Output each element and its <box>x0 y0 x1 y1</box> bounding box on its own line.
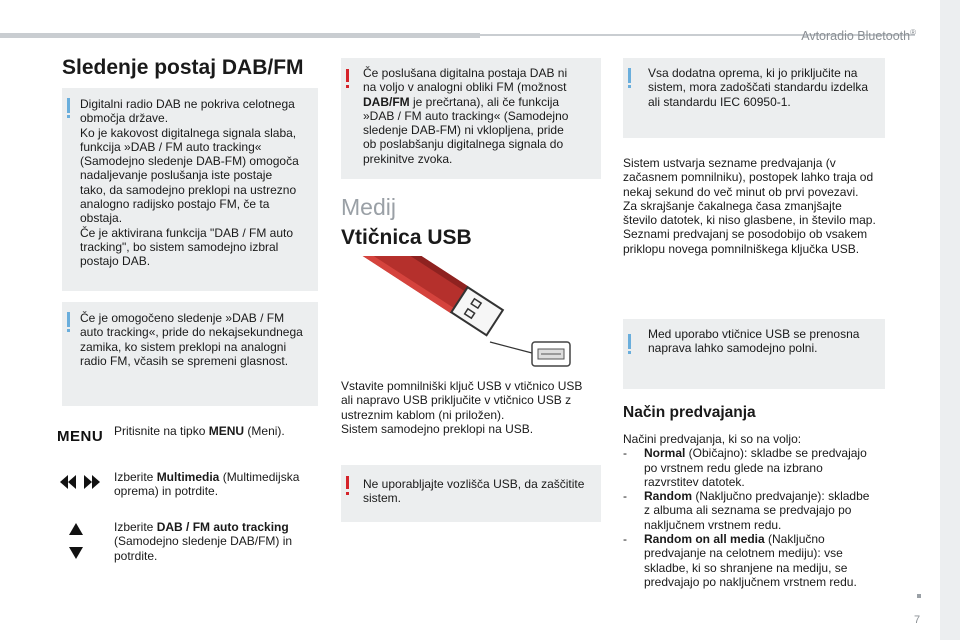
info-icon <box>628 68 631 83</box>
up-down-arrows-icon <box>68 522 84 560</box>
step-press-menu: Pritisnite na tipko MENU (Meni). <box>114 424 285 438</box>
play-modes-list: Načini predvajanja, ki so na voljo: - Normal (Običajno): skladbe se predvajajo po vrstnem redu glede na izbrano razvrstitev datotek. - Random (Naključno predvajanje): skladbe z albuma ali seznama se predvajajo po naključnem vrstnem redu. - Random on all media (Naključno predvajanje na celotnem mediju): vse skladbe, ki so shranjene na mediju, se predvajajo po naključnem vrstnem redu. <box>623 432 887 589</box>
section-heading-medij: Medij <box>341 194 396 220</box>
info-icon <box>628 334 631 349</box>
info-box-tracking <box>62 302 318 406</box>
info-icon <box>67 98 70 113</box>
step-select-multimedia: Izberite Multimedia (Multimedijska oprema) in potrdite. <box>114 470 300 499</box>
warning-icon <box>346 69 349 82</box>
step-select-dab-fm: Izberite DAB / FM auto tracking (Samodejno sledenje DAB/FM) in potrdite. <box>114 520 293 563</box>
info-box-charging <box>623 319 885 389</box>
usb-title: Vtičnica USB <box>341 226 472 249</box>
menu-key-icon: MENU <box>57 428 104 445</box>
mode-random: - Random (Naključno predvajanje): skladbe z albuma ali seznama se predvajajo po naključnem vrstnem redu. <box>623 489 870 532</box>
page-edge-strip <box>940 0 960 640</box>
usb-stick-illustration <box>360 256 575 371</box>
footer-dot <box>917 594 921 598</box>
prev-next-arrows-icon <box>56 474 104 490</box>
play-modes-title: Način predvajanja <box>623 404 756 421</box>
playlist-info-text: Sistem ustvarja sezname predvajanja (v začasnem pomnilniku), postopek lahko traja od nekaj sekund do več minut ob prvi povezavi. Za skrajšanje čakalnega časa zmanjšajte število datotek, ki niso glasbene, in število map. Seznami predvajanj se posodobijo ob vsakem priklopu novega pomnilniškega ključka USB. <box>623 156 876 256</box>
mode-normal: - Normal (Običajno): skladbe se predvajajo po vrstnem redu glede na izbrano razvrstitev datotek. <box>623 446 867 489</box>
warning-box-dab-text: Če poslušana digitalna postaja DAB ni na voljo v analogni obliki FM (možnost DAB/FM je prečrtana), ali če funkcija »DAB / FM auto tracking« (Samodejno sledenje DAB-FM) ni vklopljena, pride ob poslabšanju digitalnega signala do prekinitve zvoka. <box>363 66 569 166</box>
info-box-dab <box>62 88 318 291</box>
warning-box-usb-hub <box>341 465 601 522</box>
page-number: 7 <box>914 614 921 626</box>
usb-instructions: Vstavite pomnilniški ključ USB v vtičnico USB ali napravo USB priključite v vtičnico USB z ustreznim kablom (ni priložen). Sistem samodejno preklopi na USB. <box>341 379 583 436</box>
section-header: Avtoradio Bluetooth® <box>801 28 916 44</box>
info-icon <box>67 312 70 327</box>
info-box-charging-text: Med uporabo vtičnice USB se prenosna naprava lahko samodejno polni. <box>648 327 860 356</box>
warning-box-dab <box>341 58 601 179</box>
info-box-tracking-text: Če je omogočeno sledenje »DAB / FM auto tracking«, pride do nekajsekundnega zamika, ko sistem preklopi na analogni radio FM, včasih se spremeni glasnost. <box>80 311 303 368</box>
info-box-iec <box>623 58 885 138</box>
warning-icon <box>346 476 349 489</box>
info-box-dab-text: Digitalni radio DAB ne pokriva celotnega območja države. Ko je kakovost digitalnega signala slaba, funkcija »DAB / FM auto tracking« (Samodejno sledenje DAB-FM) omogoča nadaljevanje poslušanja iste postaje tako, da samodejno preklopi na ustrezno analogno radijsko postajo FM, če ta obstaja. Če je aktivirana funkcija "DAB / FM auto tracking", bo sistem samodejno izbral postajo DAB. <box>80 97 299 269</box>
warning-box-usb-hub-text: Ne uporabljajte vozlišča USB, da zaščitite sistem. <box>363 477 585 506</box>
page-title: Sledenje postaj DAB/FM <box>62 56 304 79</box>
mode-random-all-media: - Random on all media (Naključno predvajanje na celotnem mediju): vse skladbe, ki so shranjene na mediju, se predvajajo po naključnem vrstnem redu. <box>623 532 857 589</box>
info-box-iec-text: Vsa dodatna oprema, ki jo priključite na sistem, mora zadoščati standardu izdelka ali standardu IEC 60950-1. <box>648 66 869 109</box>
header-rule <box>0 33 480 38</box>
